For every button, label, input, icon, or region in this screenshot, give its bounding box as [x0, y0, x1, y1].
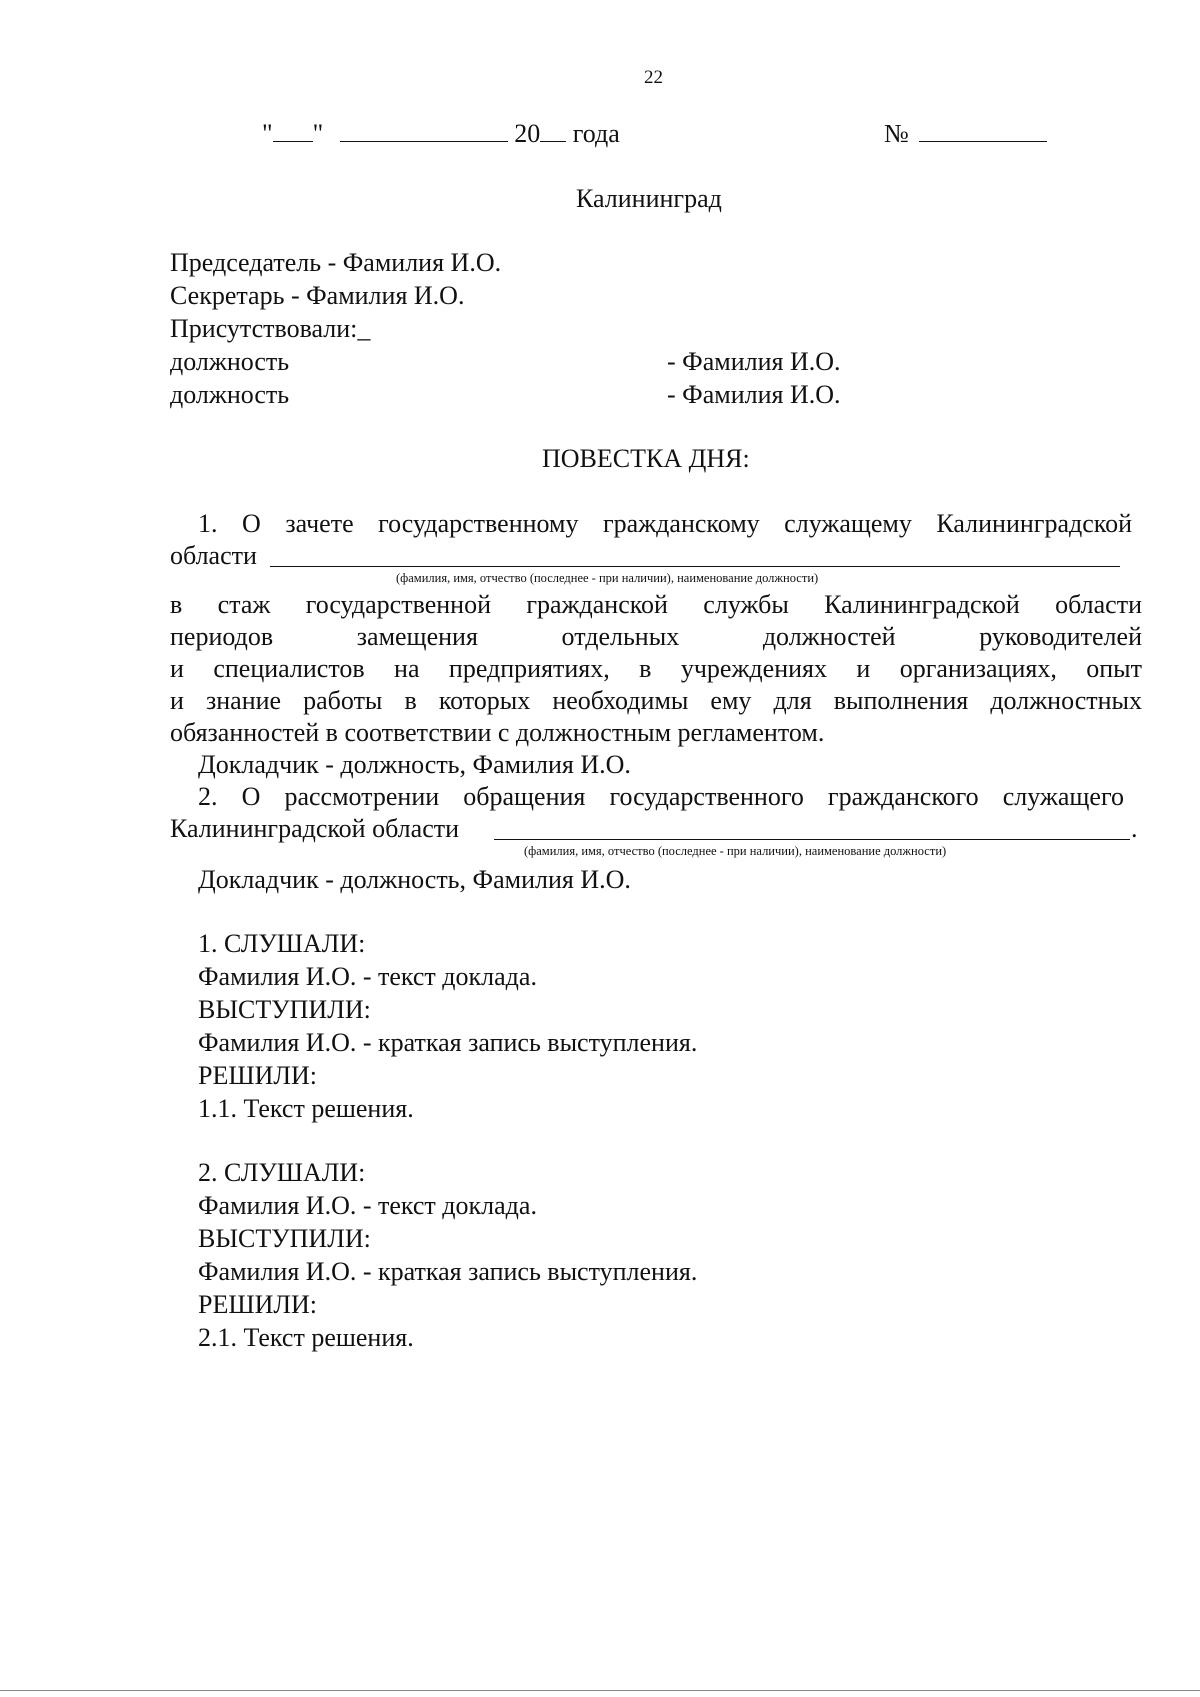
- participant-position: должность: [170, 347, 290, 376]
- agenda-item2-line1: 2. О рассмотрении обращения государственного гражданского служащего: [198, 782, 1124, 811]
- year-prefix: 20: [514, 119, 541, 148]
- agenda-item1-last-line: обязанностей в соответствии с должностным регламентом.: [170, 718, 825, 747]
- decided-label: РЕШИЛИ:: [198, 1290, 317, 1319]
- agenda-title: ПОВЕСТКА ДНЯ:: [542, 444, 750, 473]
- chairman-line: Председатель - Фамилия И.О.: [170, 248, 502, 277]
- heard-text: Фамилия И.О. - текст доклада.: [198, 962, 537, 991]
- agenda-item2-prefix: Калининградской области: [170, 814, 460, 843]
- agenda-item1-line1: 1. О зачете государственному гражданскому служащему Калининградской: [198, 509, 1132, 538]
- number-blank: [919, 141, 1047, 142]
- heard-label: 2. СЛУШАЛИ:: [198, 1158, 366, 1187]
- participant-name: - Фамилия И.О.: [667, 380, 841, 409]
- agenda-item1-body-line: и знание работы в которых необходимы ему для выполнения должностных: [170, 686, 1142, 715]
- city: Калининград: [576, 184, 722, 213]
- agenda-item1-body-line: в стаж государственной гражданской службы Калининградской области: [170, 590, 1142, 619]
- spoke-text: Фамилия И.О. - краткая запись выступления.: [198, 1257, 698, 1286]
- participant-position: должность: [170, 380, 290, 409]
- agenda-item2-fill-line: [494, 839, 1130, 840]
- agenda-item2-speaker: Докладчик - должность, Фамилия И.О.: [198, 865, 631, 894]
- page-number: 22: [644, 67, 663, 88]
- number-line: [884, 118, 1047, 150]
- date-line: [262, 118, 620, 150]
- scan-edge-line: [0, 1690, 1200, 1691]
- day-blank: [273, 141, 313, 142]
- decision-text: 2.1. Текст решения.: [198, 1323, 414, 1352]
- participant-name: - Фамилия И.О.: [667, 347, 841, 376]
- decision-text: 1.1. Текст решения.: [198, 1094, 414, 1123]
- agenda-item1-speaker: Докладчик - должность, Фамилия И.О.: [198, 750, 631, 779]
- heard-label: 1. СЛУШАЛИ:: [198, 929, 366, 958]
- year-suffix: года: [572, 119, 620, 148]
- agenda-item2-caption: (фамилия, имя, отчество (последнее - при наличии), наименование должности): [524, 844, 947, 858]
- month-blank: [340, 141, 508, 142]
- agenda-item1-body-line: периодов замещения отдельных должностей руководителей: [170, 622, 1142, 651]
- agenda-item1-caption: (фамилия, имя, отчество (последнее - при наличии), наименование должности): [396, 571, 819, 585]
- agenda-item1-body-line: и специалистов на предприятиях, в учреждениях и организациях, опыт: [170, 654, 1142, 683]
- quote-open: ": [262, 119, 273, 148]
- agenda-item1-fill-line: [270, 566, 1120, 567]
- spoke-text: Фамилия И.О. - краткая запись выступления.: [198, 1028, 698, 1057]
- heard-text: Фамилия И.О. - текст доклада.: [198, 1191, 537, 1220]
- decided-label: РЕШИЛИ:: [198, 1061, 317, 1090]
- quote-close: ": [312, 119, 324, 148]
- spoke-label: ВЫСТУПИЛИ:: [198, 995, 371, 1024]
- agenda-item1-prefix: области: [170, 541, 257, 570]
- year-blank: [540, 141, 566, 142]
- spoke-label: ВЫСТУПИЛИ:: [198, 1224, 371, 1253]
- number-sign: №: [884, 119, 909, 148]
- secretary-line: Секретарь - Фамилия И.О.: [170, 281, 465, 310]
- present-label: Присутствовали:_: [170, 314, 371, 343]
- agenda-item2-period: .: [1131, 814, 1138, 843]
